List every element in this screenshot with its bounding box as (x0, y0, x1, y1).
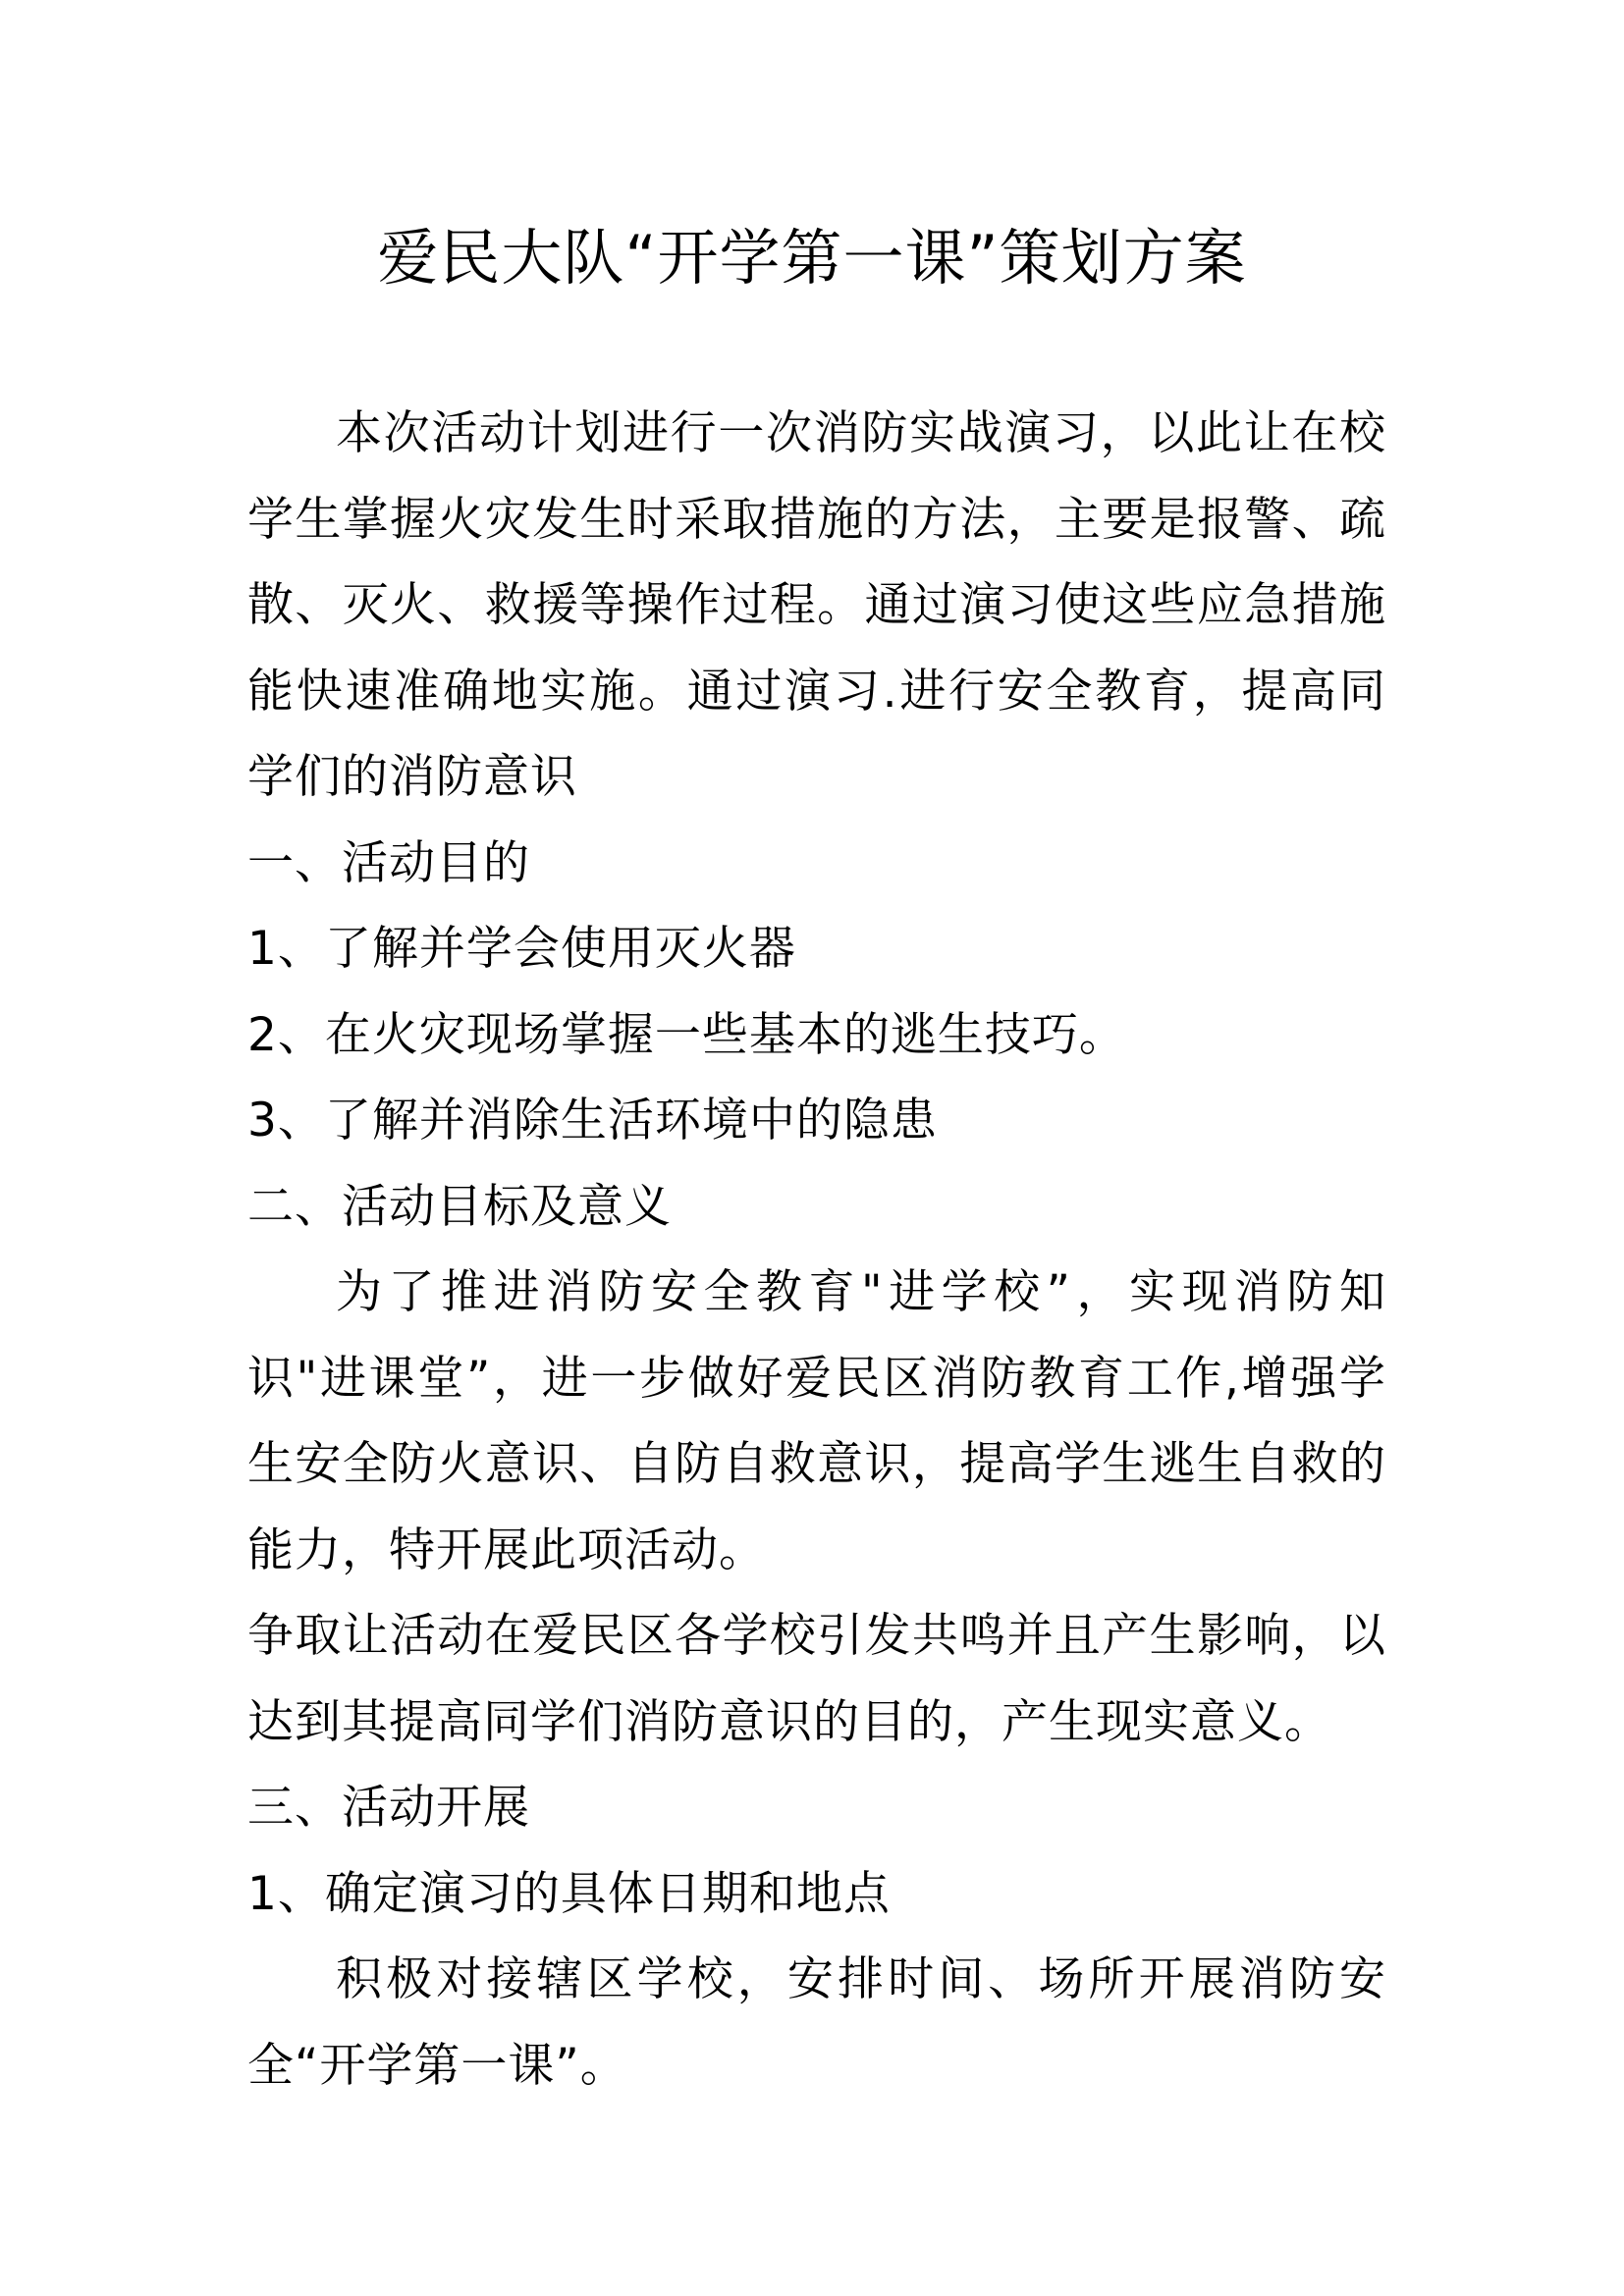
intro-paragraph: 本次活动计划进行一次消防实战演习，以此让在校学生掌握火灾发生时采取措施的方法，主要是报警、疏散、灭火、救援等操作过程。通过演习使这些应急措施能快速准确地实施。通过演习.进行安全教育，提高同学们的消防意识 (247, 406, 1386, 804)
goals-paragraph-2: 争取让活动在爱民区各学校引发共鸣并且产生影响，以达到其提高同学们消防意识的目的，产生现实意义。 (247, 1609, 1386, 1749)
purpose-item-1: 1、了解并学会使用灭火器 (247, 922, 796, 976)
activities-item-1: 1、确定演习的具体日期和地点 (247, 1866, 891, 1921)
goals-paragraph: 为了推进消防安全教育"进学校”，实现消防知识"进课堂”，进一步做好爱民区消防教育工作,增强学生安全防火意识、自防自救意识，提高学生逃生自救的能力，特开展此项活动。 (247, 1265, 1386, 1577)
section-heading-goals: 二、活动目标及意义 (247, 1179, 672, 1234)
purpose-item-3: 3、了解并消除生活环境中的隐患 (247, 1094, 938, 1148)
section-heading-purpose: 一、活动目的 (247, 835, 530, 890)
document-body (247, 391, 1386, 2109)
section-heading-activities: 三、活动开展 (247, 1781, 530, 1835)
purpose-item-2: 2、在火灾现场掌握一些基本的逃生技巧。 (247, 1007, 1126, 1062)
document-title: 爱民大队“开学第一课”策划方案 (377, 222, 1247, 294)
activities-item-1-text: 积极对接辖区学校，安排时间、场所开展消防安全“开学第一课”。 (247, 1952, 1386, 2093)
